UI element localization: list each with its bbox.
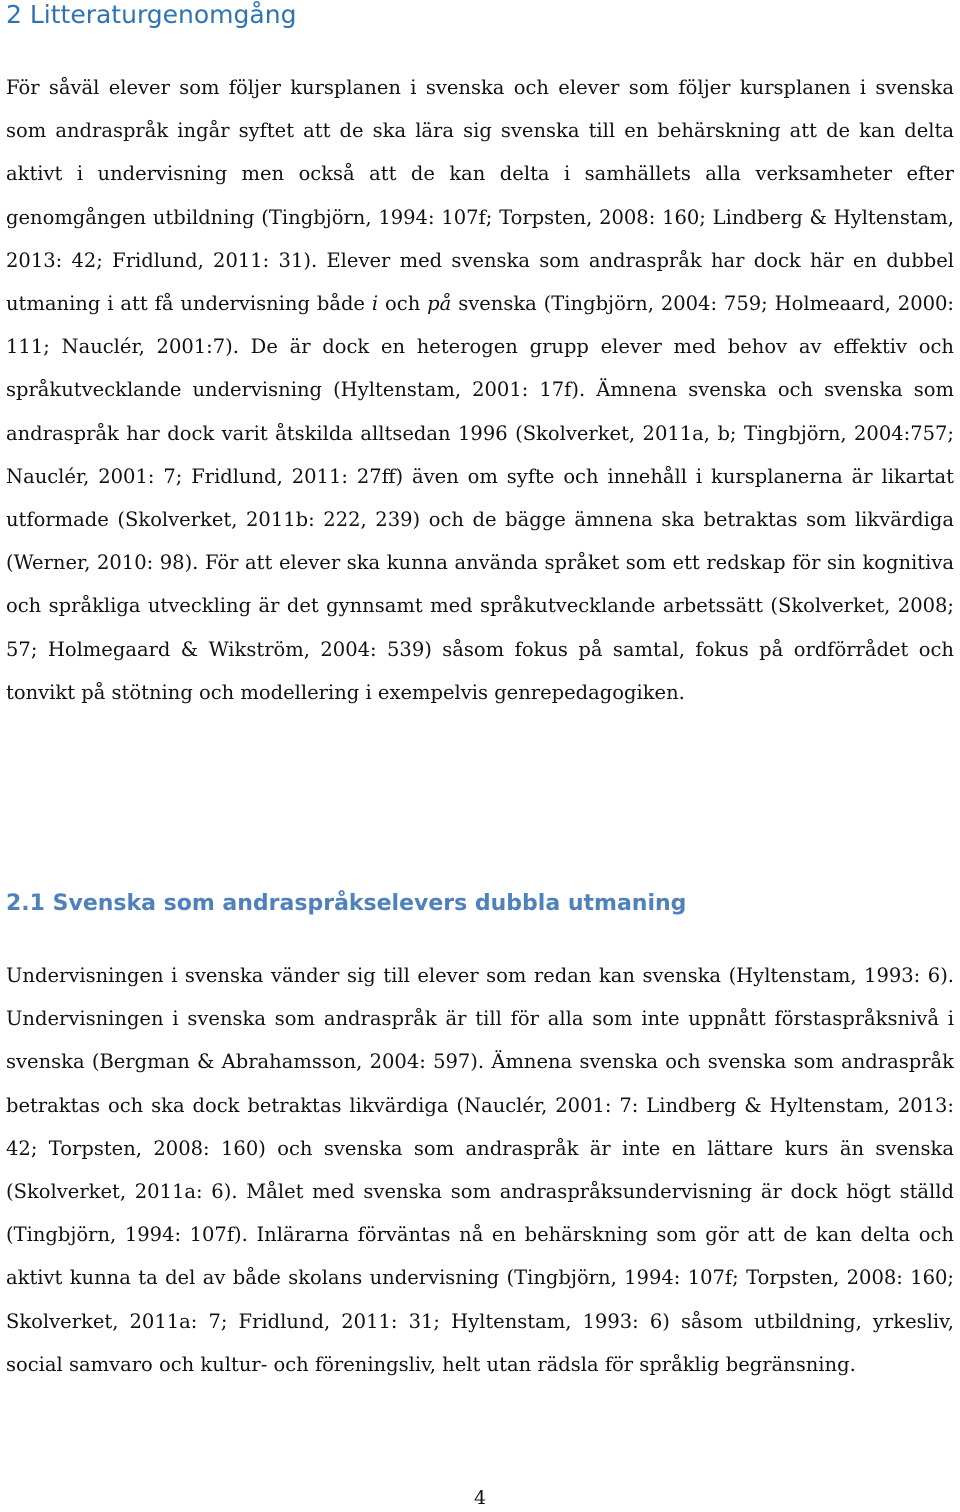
paragraph-text-part-a: För såväl elever som följer kursplanen i svenska och elever som följer kursplanen i svenska som andraspråk ingår syftet att de ska lära sig svenska till en behärskning att de kan delta aktivt i undervisning men också att de kan delta i samhällets alla verksamheter efter genomgången utbildning (Tingbjörn, 1994: 107f; Torpsten, 2008: 160; Lindberg & Hyltenstam, 2013: 42; Fridlund, 2011: 31). Elever med svenska som andraspråk har dock här en dubbel utmaning i att få undervisning både [6, 76, 954, 316]
subsection-heading: 2.1 Svenska som andraspråkselevers dubbla utmaning [6, 891, 687, 916]
paragraph-italic-i: i [371, 292, 379, 316]
section-heading: 2 Litteraturgenomgång [6, 0, 297, 29]
paragraph-text-part-b: och [378, 292, 428, 316]
section-paragraph-1 [6, 66, 954, 714]
paragraph-text-part-c: svenska (Tingbjörn, 2004: 759; Holmeaard, 2000: 111; Nauclér, 2001:7). De är dock en heterogen grupp elever med behov av effektiv och språkutvecklande undervisning (Hyltenstam, 2001: 17f). Ämnena svenska och svenska som andraspråk har dock varit åtskilda alltsedan 1996 (Skolverket, 2011a, b; Tingbjörn, 2004:757; Nauclér, 2001: 7; Fridlund, 2011: 27ff) även om syfte och innehåll i kursplanerna är likartat utformade (Skolverket, 2011b: 222, 239) och de bägge ämnena ska betraktas som likvärdiga (Werner, 2010: 98). För att elever ska kunna använda språket som ett redskap för sin kognitiva och språkliga utveckling är det gynnsamt med språkutvecklande arbetssätt (Skolverket, 2008; 57; Holmegaard & Wikström, 2004: 539) såsom fokus på samtal, fokus på ordförrådet och tonvikt på stötning och modellering i exempelvis genrepedagogiken. [6, 292, 954, 704]
page-number: 4 [473, 1487, 487, 1509]
subsection-paragraph-1: Undervisningen i svenska vänder sig till elever som redan kan svenska (Hyltenstam, 1993: 6). Undervisningen i svenska som andraspråk är till för alla som inte uppnått förstaspråksnivå i svenska (Bergman & Abrahamsson, 2004: 597). Ämnena svenska och svenska som andraspråk betraktas och ska dock betraktas likvärdiga (Nauclér, 2001: 7: Lindberg & Hyltenstam, 2013: 42; Torpsten, 2008: 160) och svenska som andraspråk är inte en lättare kurs än svenska (Skolverket, 2011a: 6). Målet med svenska som andraspråksundervisning är dock högt ställd (Tingbjörn, 1994: 107f). Inlärarna förväntas nå en behärskning som gör att de kan delta och aktivt kunna ta del av både skolans undervisning (Tingbjörn, 1994: 107f; Torpsten, 2008: 160; Skolverket, 2011a: 7; Fridlund, 2011: 31; Hyltenstam, 1993: 6) såsom utbildning, yrkesliv, social samvaro och kultur- och föreningsliv, helt utan rädsla för språklig begränsning. [6, 964, 954, 1376]
paragraph-italic-pa: på [427, 292, 452, 316]
